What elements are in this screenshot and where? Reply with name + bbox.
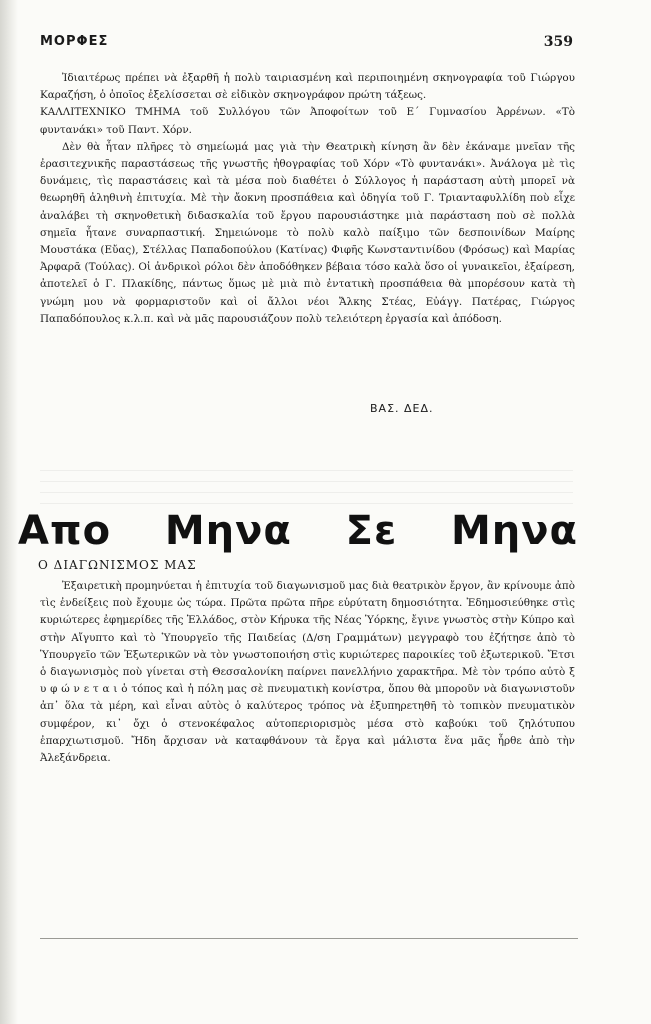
article-competition [40,578,575,767]
review-paragraph-main: Δὲν θὰ ἦταν πλῆρες τὸ σημείωμά μας γιὰ τὴν Θεατρικὴ κίνηση ἂν δὲν ἐκάναμε μνεῖαν τῆς ἐρασιτεχνικῆς παραστάσεως τῆς γνωστῆς ἠθογραφίας τοῦ Χόρν «Τὸ φυντανάκι». Ἀνάλογα μὲ τὶς δυνάμεις, τὶς παραστάσεις καὶ τὰ μέσα ποὺ διαθέτει ὁ Σύλλογος ἡ παράσταση αὐτὴ μπορεῖ νὰ θεωρηθῆ ἀληθινὴ ἐπιτυχία. Μὲ τὴν ἄοκνη προσπάθεια καὶ ὁδηγία τοῦ Γ. Τριανταφυλλίδη ποὺ εἶχε ἀναλάβει τὴ σκηνοθετικὴ διδασκαλία τοῦ ἔργου παρουσιάστηκε μιὰ παράσταση ποὺ σὲ πολλὰ σημεῖα ἦτανε συναρπαστική. Σημειώνομε τὸ πολὺ καλὸ παίξιμο τῶν δεσποινίδων Μαίρης Μουστάκα (Εὔας), Στέλλας Παπαδοπούλου (Κατίνας) Φιφῆς Κωνσταντινίδου (Φρόσως) καὶ Μαρίας Ἀρφαρᾶ (Τούλας). Οἱ ἀνδρικοὶ ρόλοι δὲν ἀποδόθηκεν βέβαια τόσο καλὰ ὅσο οἱ γυναικεῖοι, ἐξαίρεση, ἀποτελεῖ ὁ Γ. Πλακίδης, πάντως ὅμως μὲ μιὰ πιὸ ἐντατικὴ προσπάθεια θὰ μπορέσουν κατὰ τὴ γνώμη μου νὰ φορμαριστοῦν καὶ οἱ ἄλλοι νέοι Ἄλκης Στέας, Εὐάγγ. Πατέρας, Γιώργος Παπαδόπουλος κ.λ.π. καὶ νὰ μᾶς παρουσιάζουν πολὺ τελειότερη ἐργασία καὶ ἀπόδοση. [40,140,575,325]
section-subtitle: Ο ΔΙΑΓΩΝΙΣΜΟΣ ΜΑΣ [38,558,197,572]
article-signature: ΒΑΣ. ΔΕΔ. [370,402,434,415]
bleed-through-text [40,470,573,508]
page-header [40,34,573,50]
running-title: ΜΟΡΦΕΣ [40,34,109,49]
review-paragraph-scenography: Ἰδιαιτέρως πρέπει νὰ ἐξαρθῆ ἡ πολὺ ταιριασμένη καὶ περιποιημένη σκηνογραφία τοῦ Γιώργου Καραζήση, ὁ ὁποῖος ἐξελίσσεται σὲ εἰδικὸν σκηνογράφον πρώτη τάξεως. [40,72,575,102]
article-theatre-review [40,70,575,328]
page-bottom-rule [40,938,578,939]
banner-word-3: Σε [345,508,398,554]
banner-word-2: Μηνα [164,508,292,554]
banner-word-1: Απο [18,508,112,554]
page-fold-shadow [0,0,18,1024]
section-banner [18,508,578,554]
banner-word-4: Μηνα [450,508,578,554]
page-number: 359 [543,34,573,50]
review-heading-art-section: ΚΑΛΛΙΤΕΧΝΙΚΟ ΤΜΗΜΑ τοῦ Συλλόγου τῶν Ἀποφοίτων τοῦ Ε΄ Γυμνασίου Ἀρρένων. «Τὸ φυντανάκι» τοῦ Παντ. Χόρν. [40,106,575,136]
competition-paragraph: Ἐξαιρετικὴ προμηνύεται ἡ ἐπιτυχία τοῦ διαγωνισμοῦ μας διὰ θεατρικὸν ἔργον, ἂν κρίνουμε ἀπὸ τὶς ἐνδείξεις ποὺ ἔχουμε ὡς τώρα. Πρῶτα πρῶτα πῆρε εὐρύτατη δημοσιότητα. Ἐδημοσιεύθηκε στὶς κυριώτερες ἐφημερίδες τῆς Ἑλλάδος, στὸν Κήρυκα τῆς Νέας Ὑόρκης, ἔγινε γνωστὸς στὴν Κύπρο καὶ στὴν Αἴγυπτο καὶ τὸ Ὑπουργεῖο τῆς Παιδείας (Δ/ση Γραμμάτων) μεγγραφὸ του ἐζήτησε ἀπὸ τὸ Ὑπουργεῖο τῶν Ἐξωτερικῶν νὰ τὸν γνωστοποιήση στὶς κυριώτερες παροικίες τοῦ ἐξωτερικοῦ. Ἔτσι ὁ διαγωνισμὸς ποὺ γίνεται στὴ Θεσσαλονίκη παίρνει πανελλήνιο χαρακτῆρα. Μὲ τὸν τρόπο αὐτὸ ξ υ φ ώ ν ε τ α ι ὁ τόπος καὶ ἡ πόλη μας σὲ πνευματικὴ κονίστρα, ὅπου θὰ μποροῦν νὰ διαγωνιστοῦν ἀπ᾿ ὅλα τὰ μέρη, καὶ εἶναι αὐτὸς ὁ καλύτερος τρόπος νὰ ἐξυπηρετηθῆ τὸ τοπικὸν πνευματικὸν συμφέρον, κι᾿ ὄχι ὁ στενοκέφαλος αὐτοπεριορισμὸς μέσα στὸ καβούκι τοῦ ζηλότυπου ἐπαρχιωτισμοῦ. Ἤδη ἄρχισαν νὰ καταφθάνουν τὰ ἔργα καὶ μάλιστα ἕνα μᾶς ἦρθε ἀπὸ τὴν Ἀλεξάνδρεια. [40,580,575,765]
